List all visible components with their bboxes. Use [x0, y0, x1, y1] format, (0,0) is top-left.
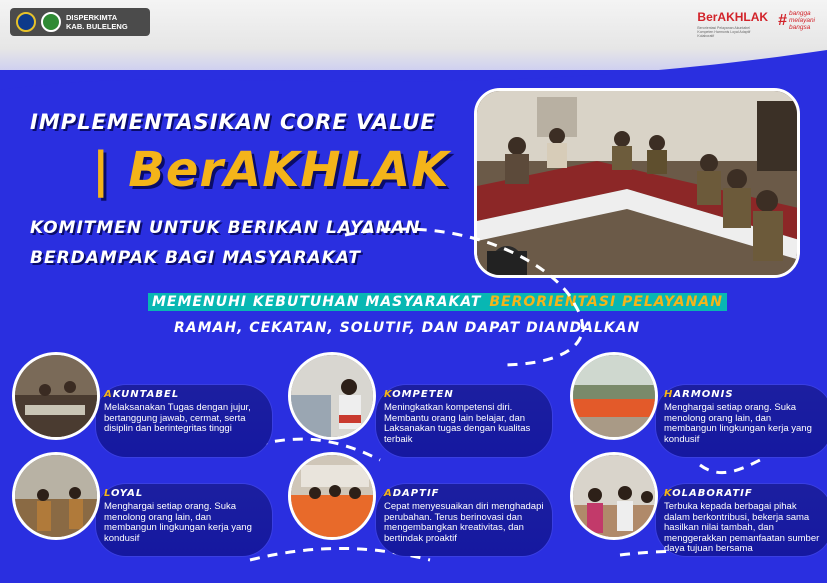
- value-card-loyal: [96, 484, 272, 556]
- value-title: KOMPETEN: [384, 389, 454, 400]
- headline-line-1: IMPLEMENTASIKAN CORE VALUE: [30, 110, 436, 134]
- value-card-kompeten: [376, 385, 552, 457]
- value-card-harmonis: [656, 385, 827, 457]
- kolaboratif-photo: [570, 452, 658, 540]
- tagline-word-2: melayani: [788, 17, 815, 24]
- value-title: ADAPTIF: [384, 488, 440, 499]
- value-desc: Menghargai setiap orang. Suka menolong orang lain, dan membangun lingkungan kerja yang kondusif: [664, 402, 812, 445]
- loyal-photo: [12, 452, 100, 540]
- value-desc: Cepat menyesuaikan diri menghadapi perubahan. Terus berinovasi dan mengembangkan kreativitas, dan bertindak proaktif: [384, 501, 544, 544]
- value-title: KOLABORATIF: [664, 488, 753, 499]
- hashtag-icon: #: [778, 11, 787, 29]
- value-card-kolaboratif: [656, 484, 827, 556]
- tagline-word-3: bangsa: [788, 24, 811, 31]
- value-desc: Menghargai setiap orang. Suka menolong orang lain, dan membangun lingkungan kerja yang kondusif: [104, 501, 252, 544]
- berakhlak-wordmark: BerAKHLAK: [697, 10, 769, 24]
- headline-line-4: BERDAMPAK BAGI MASYARAKAT: [30, 248, 362, 268]
- tagline-word-1: bangga: [788, 10, 811, 17]
- akuntabel-photo: [12, 352, 100, 440]
- value-desc: Terbuka kepada berbagai pihak dalam berkontribusi, bekerja sama hasilkan nilai tambah, dan menggerakkan pemanfaatan sumber daya tujuan bersama: [664, 501, 820, 554]
- value-card-adaptif: [376, 484, 552, 556]
- value-desc: Melaksanakan Tugas dengan jujur, bertanggung jawab, cermat, serta disiplin dan berintegritas tinggi: [104, 402, 251, 434]
- headline-line-3: KOMITMEN UNTUK BERIKAN LAYANAN: [30, 218, 421, 238]
- kompeten-photo: [288, 352, 376, 440]
- tagline-row-2: RAMAH, CEKATAN, SOLUTIF, DAN DAPAT DIANDALKAN: [174, 320, 641, 336]
- tagline-part-2: BERORIENTASI PELAYANAN: [485, 293, 727, 311]
- berakhlak-subtitle: Berorientasi Pelayanan Akuntabel Kompeten Harmonis Loyal Adaptif Kolaboratif: [697, 26, 751, 38]
- tagline-part-1: MEMENUHI KEBUTUHAN MASYARAKAT: [148, 293, 485, 311]
- agency-line-1: DISPERKIMTA: [66, 13, 118, 22]
- harmonis-photo: [570, 352, 658, 440]
- headline-berakhlak: | BerAKHLAK: [92, 142, 450, 198]
- value-title: AKUNTABEL: [104, 389, 180, 400]
- value-title: HARMONIS: [664, 389, 734, 400]
- value-card-akuntabel: [96, 385, 272, 457]
- value-desc: Meningkatkan kompetensi diri. Membantu orang lain belajar, dan Laksanakan tugas dengan kualitas terbaik: [384, 402, 531, 445]
- adaptif-photo: [288, 452, 376, 540]
- agency-line-2: KAB. BULELENG: [66, 22, 128, 31]
- value-title: LOYAL: [104, 488, 144, 499]
